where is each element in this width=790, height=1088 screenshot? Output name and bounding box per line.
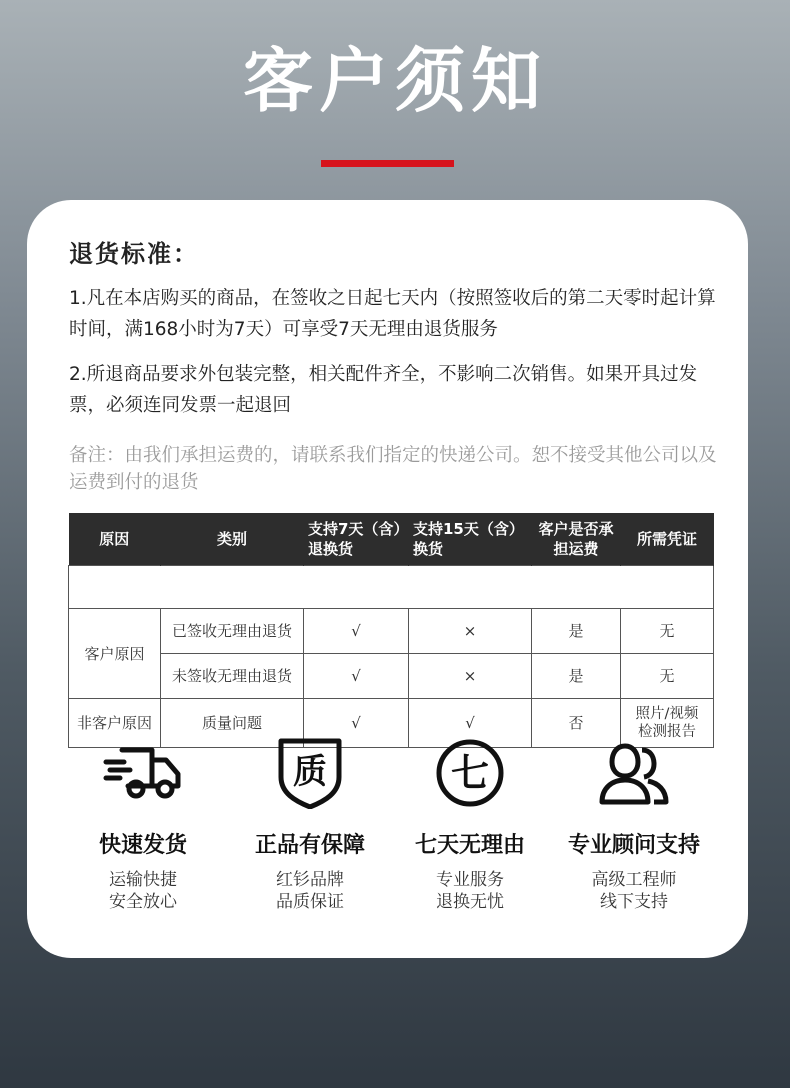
rule-1-text: 1.凡在本店购买的商品，在签收之日起七天内（按照签收后的第二天零时起计算时间，满168小时为7天）可享受7天无理由退货服务	[69, 288, 716, 340]
cell-15day: ×	[409, 654, 532, 699]
feature-desc-2: 线下支持	[600, 892, 668, 912]
feature-title: 七天无理由	[414, 833, 525, 858]
feature-desc-1: 红钐品牌	[276, 870, 344, 890]
table-row	[69, 654, 714, 699]
cell-15day: √	[409, 699, 532, 748]
cell-category: 质量问题	[161, 699, 304, 748]
header-reason: 原因	[69, 513, 161, 566]
page-title: 客户须知	[243, 40, 547, 122]
feature-item	[225, 736, 395, 913]
cell-7day: √	[304, 699, 409, 748]
feature-title: 正品有保障	[254, 833, 365, 858]
section-heading: 退货标准：	[69, 240, 199, 268]
header-category: 类别	[161, 513, 304, 566]
notice-card	[27, 200, 748, 958]
header-15day: 支持15天（含）换货	[409, 513, 532, 566]
header-shipping-cost: 客户是否承担运费	[532, 513, 621, 566]
feature-desc-1: 运输快捷	[109, 870, 177, 890]
cell-reason: 客户原因	[69, 609, 161, 699]
remark-text: 备注：由我们承担运费的，请联系我们指定的快递公司。恕不接受其他公司以及运费到付的退货	[69, 445, 717, 493]
feature-desc-2: 安全放心	[109, 892, 177, 912]
feature-title: 专业顾问支持	[567, 833, 700, 858]
svg-text:质: 质	[293, 752, 327, 792]
feature-item	[549, 736, 719, 913]
cell-proof: 无	[621, 654, 714, 699]
cell-category: 已签收无理由退货	[161, 609, 304, 654]
rule-2-text: 2.所退商品要求外包装完整，相关配件齐全，不影响二次销售。如果开具过发票，必须连同发票一起退回	[69, 364, 698, 416]
feature-desc-1: 高级工程师	[591, 870, 677, 890]
cell-15day: ×	[409, 609, 532, 654]
seven-circle-icon	[385, 736, 555, 810]
cell-shipping: 是	[532, 654, 621, 699]
svg-text:七: 七	[450, 751, 490, 795]
cell-reason: 非客户原因	[69, 699, 161, 748]
header-proof: 所需凭证	[621, 513, 714, 566]
return-policy-table	[68, 513, 714, 748]
cell-7day: √	[304, 609, 409, 654]
table-header-row	[69, 513, 714, 566]
cell-proof: 照片/视频检测报告	[621, 699, 714, 748]
feature-item	[58, 736, 228, 913]
header-7day: 支持7天（含）退换货	[304, 513, 409, 566]
feature-item	[385, 736, 555, 913]
feature-desc-1: 专业服务	[436, 870, 504, 890]
cell-category: 未签收无理由退货	[161, 654, 304, 699]
feature-desc-2: 品质保证	[276, 892, 344, 912]
table-row	[69, 609, 714, 654]
truck-icon	[58, 736, 228, 810]
cell-shipping: 否	[532, 699, 621, 748]
feature-title: 快速发货	[98, 833, 187, 858]
cell-proof: 无	[621, 609, 714, 654]
cell-shipping: 是	[532, 609, 621, 654]
feature-list	[27, 736, 748, 936]
people-icon	[549, 736, 719, 810]
feature-desc-2: 退换无忧	[436, 892, 504, 912]
cell-7day: √	[304, 654, 409, 699]
title-underline	[321, 160, 454, 167]
quality-shield-icon	[225, 736, 395, 810]
